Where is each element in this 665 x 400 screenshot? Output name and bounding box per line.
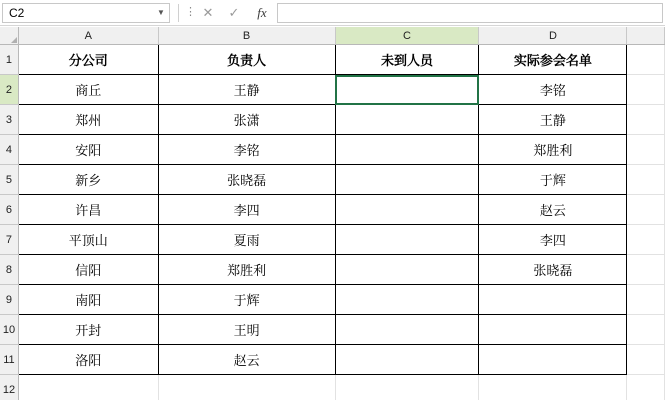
row-header-11[interactable]: 11 xyxy=(0,345,18,375)
column-header-d[interactable]: D xyxy=(479,27,627,45)
cell-E9[interactable] xyxy=(627,285,665,315)
more-options-icon[interactable]: ⋮ xyxy=(185,6,196,18)
spreadsheet-grid[interactable] xyxy=(0,27,665,400)
cell-C7[interactable] xyxy=(335,225,479,255)
row-header-5[interactable]: 5 xyxy=(0,165,18,195)
cell-B4[interactable]: 李铭 xyxy=(158,135,335,165)
cell-C11[interactable] xyxy=(335,345,479,375)
cell-E2[interactable] xyxy=(627,75,665,105)
table-row xyxy=(0,345,665,375)
cell-A4[interactable]: 安阳 xyxy=(18,135,158,165)
cell-D3[interactable]: 王静 xyxy=(479,105,627,135)
cell-E10[interactable] xyxy=(627,315,665,345)
cell-A5[interactable]: 新乡 xyxy=(18,165,158,195)
column-header-row xyxy=(0,27,665,45)
cell-E1[interactable] xyxy=(627,45,665,75)
table-row xyxy=(0,255,665,285)
cell-E11[interactable] xyxy=(627,345,665,375)
cell-A11[interactable]: 洛阳 xyxy=(18,345,158,375)
column-header-a[interactable]: A xyxy=(18,27,158,45)
cell-A10[interactable]: 开封 xyxy=(18,315,158,345)
cell-C8[interactable] xyxy=(335,255,479,285)
divider xyxy=(178,4,179,22)
cell-B10[interactable]: 王明 xyxy=(158,315,335,345)
row-header-9[interactable]: 9 xyxy=(0,285,18,315)
table-row xyxy=(0,375,665,400)
cell-E12[interactable] xyxy=(627,375,665,400)
cell-C1[interactable]: 未到人员 xyxy=(335,45,479,75)
cell-D4[interactable]: 郑胜利 xyxy=(479,135,627,165)
cell-C6[interactable] xyxy=(335,195,479,225)
table-row xyxy=(0,105,665,135)
cell-B11[interactable]: 赵云 xyxy=(158,345,335,375)
table-row xyxy=(0,135,665,165)
cancel-formula-icon[interactable]: ✕ xyxy=(202,4,214,20)
row-header-6[interactable]: 6 xyxy=(0,195,18,225)
table-row xyxy=(0,315,665,345)
cell-E6[interactable] xyxy=(627,195,665,225)
cell-A1[interactable]: 分公司 xyxy=(18,45,158,75)
row-header-3[interactable]: 3 xyxy=(0,105,18,135)
grid-table xyxy=(0,27,665,400)
cell-D6[interactable]: 赵云 xyxy=(479,195,627,225)
cell-A6[interactable]: 许昌 xyxy=(18,195,158,225)
cell-C10[interactable] xyxy=(335,315,479,345)
formula-bar xyxy=(0,0,665,26)
table-row xyxy=(0,45,665,75)
row-header-1[interactable]: 1 xyxy=(0,45,18,75)
row-header-12[interactable]: 12 xyxy=(0,375,18,400)
confirm-formula-icon[interactable]: ✓ xyxy=(228,4,240,20)
row-header-10[interactable]: 10 xyxy=(0,315,18,345)
cell-B3[interactable]: 张潇 xyxy=(158,105,335,135)
cell-A3[interactable]: 郑州 xyxy=(18,105,158,135)
row-header-2[interactable]: 2 xyxy=(0,75,18,105)
cell-B7[interactable]: 夏雨 xyxy=(158,225,335,255)
cell-D10[interactable] xyxy=(479,315,627,345)
table-row xyxy=(0,225,665,255)
cell-D9[interactable] xyxy=(479,285,627,315)
cell-B8[interactable]: 郑胜利 xyxy=(158,255,335,285)
cell-C2[interactable] xyxy=(335,75,479,105)
column-header-c[interactable]: C xyxy=(335,27,479,45)
cell-B12[interactable] xyxy=(158,375,335,400)
cell-D12[interactable] xyxy=(479,375,627,400)
chevron-down-icon[interactable]: ▼ xyxy=(157,7,165,17)
name-box-value: C2 xyxy=(9,5,25,20)
cell-A9[interactable]: 南阳 xyxy=(18,285,158,315)
cell-C9[interactable] xyxy=(335,285,479,315)
cell-A8[interactable]: 信阳 xyxy=(18,255,158,285)
select-all-corner[interactable] xyxy=(0,27,18,45)
cell-B1[interactable]: 负责人 xyxy=(158,45,335,75)
cell-D2[interactable]: 李铭 xyxy=(479,75,627,105)
table-row xyxy=(0,75,665,105)
table-row xyxy=(0,285,665,315)
formula-input[interactable] xyxy=(277,3,663,23)
cell-C4[interactable] xyxy=(335,135,479,165)
cell-D11[interactable] xyxy=(479,345,627,375)
cell-A12[interactable] xyxy=(18,375,158,400)
table-row xyxy=(0,195,665,225)
cell-B5[interactable]: 张晓磊 xyxy=(158,165,335,195)
cell-A2[interactable]: 商丘 xyxy=(18,75,158,105)
row-header-7[interactable]: 7 xyxy=(0,225,18,255)
cell-D1[interactable]: 实际参会名单 xyxy=(479,45,627,75)
cell-E8[interactable] xyxy=(627,255,665,285)
cell-C12[interactable] xyxy=(335,375,479,400)
cell-D8[interactable]: 张晓磊 xyxy=(479,255,627,285)
cell-B6[interactable]: 李四 xyxy=(158,195,335,225)
cell-B2[interactable]: 王静 xyxy=(158,75,335,105)
cell-E4[interactable] xyxy=(627,135,665,165)
cell-E3[interactable] xyxy=(627,105,665,135)
table-row xyxy=(0,165,665,195)
row-header-4[interactable]: 4 xyxy=(0,135,18,165)
name-box[interactable] xyxy=(2,3,170,23)
cell-D7[interactable]: 李四 xyxy=(479,225,627,255)
column-header-b[interactable]: B xyxy=(158,27,335,45)
cell-C5[interactable] xyxy=(335,165,479,195)
cell-E5[interactable] xyxy=(627,165,665,195)
cell-D5[interactable]: 于辉 xyxy=(479,165,627,195)
cell-C3[interactable] xyxy=(335,105,479,135)
cell-A7[interactable]: 平顶山 xyxy=(18,225,158,255)
row-header-8[interactable]: 8 xyxy=(0,255,18,285)
cell-E7[interactable] xyxy=(627,225,665,255)
cell-B9[interactable]: 于辉 xyxy=(158,285,335,315)
column-header-e[interactable] xyxy=(627,27,665,45)
insert-function-icon[interactable]: fx xyxy=(257,4,267,20)
